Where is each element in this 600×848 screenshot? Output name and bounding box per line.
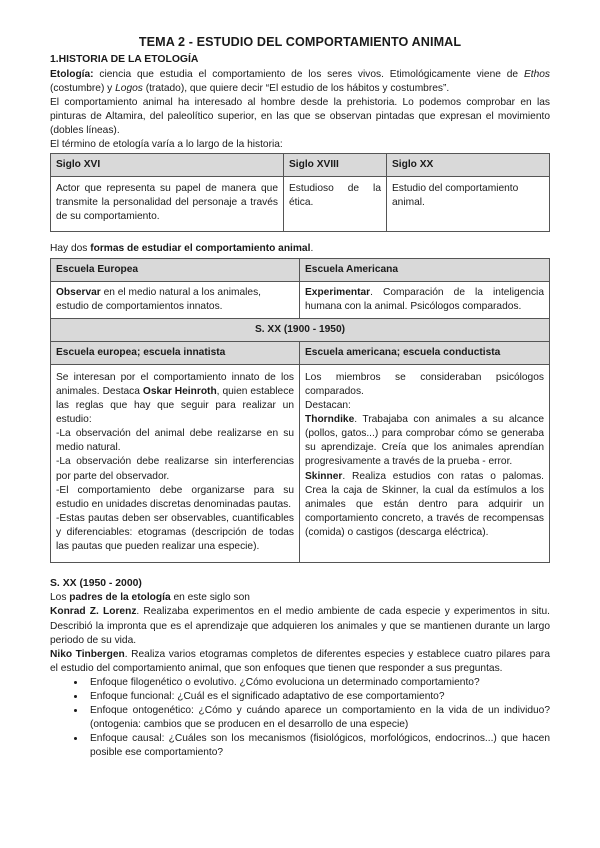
table-cell: Observar en el medio natural a los animales, estudio de comportamientos innatos. — [51, 281, 300, 318]
table-cell: Actor que representa su papel de manera que transmite la personalidad del personaje a través de su comportamiento. — [51, 177, 284, 231]
list-item: • Enfoque filogenético o evolutivo. ¿Cómo evoluciona un determinado comportamiento? — [86, 676, 550, 690]
european-school-cell: Se interesan por el comportamiento innato de los animales. Destaca Oskar Heinroth, quien establece las reglas que hay que seguir para realizar un estudio: -La observación del animal debe realizarse en su medio natural. -La observación debe realizarse sin interferencias por parte del observador. -El comportamiento debe organizarse para su estudio en unidades discretas denominadas pautas. -Estas pautas deben ser observables, cuantificables y diferenciables: etogramas (descripción de todas las pautas que pueden realizar una especie). — [51, 364, 300, 562]
table-header-cell: Escuela europea; escuela innatista — [51, 341, 300, 364]
schools-table — [50, 258, 550, 563]
table-cell: Estudio del comportamiento animal. — [387, 177, 550, 231]
document-page — [50, 34, 550, 760]
approaches-list — [50, 676, 550, 760]
term-variation-paragraph: El término de etología varía a lo largo de la historia: — [50, 139, 283, 151]
list-item: • Enfoque funcional: ¿Cuál es el significado adaptativo de ese comportamiento? — [86, 690, 550, 704]
section-heading-history: 1.HISTORIA DE LA ETOLOGÍA — [50, 54, 199, 66]
tinbergen-paragraph: Niko Tinbergen. Realiza varios etogramas completos de diferentes especies y establece cuatro pilares para el estudio del comportamiento animal, que son enfoques que tienen que responder a sus preguntas. — [50, 648, 550, 674]
section-heading-1950: S. XX (1950 - 2000) — [50, 578, 142, 589]
centuries-table — [50, 153, 550, 231]
table-header-cell: Siglo XVI — [51, 154, 284, 177]
definition-paragraph: Etología: ciencia que estudia el comportamiento de los seres vivos. Etimológicamente viene de Ethos (costumbre) y Logos (tratado), que quiere decir “El estudio de los hábitos y costumbres”. — [50, 68, 550, 94]
lorenz-paragraph: Konrad Z. Lorenz. Realizaba experimentos en el medio ambiente de cada especie y experimentos in situ. Describió la impronta que es el aprendizaje que adquieren los animales y que se mantienen durante un largo periodo de su vida. — [50, 606, 551, 646]
list-item: • Enfoque causal: ¿Cuáles son los mecanismos (fisiológicos, morfológicos, endocrinos...) que hacen posible ese comportamiento? — [86, 732, 550, 760]
prehistory-paragraph: El comportamiento animal ha interesado al hombre desde la prehistoria. Lo podemos comprobar en las pinturas de Altamira, del paleolítico superior, en las que se observan pintadas que expresan el movimiento (dobles líneas). — [50, 96, 550, 137]
ways-paragraph: Hay dos formas de estudiar el comportamiento animal. — [50, 242, 314, 254]
table-cell: Experimentar. Comparación de la inteligencia humana con la animal. Psicólogos comparados. — [300, 281, 550, 318]
table-cell: Estudioso de la ética. — [284, 177, 387, 231]
table-header-cell: Siglo XVIII — [284, 154, 387, 177]
table-header-cell: Escuela Europea — [51, 258, 300, 281]
page-title: TEMA 2 - ESTUDIO DEL COMPORTAMIENTO ANIMAL — [138, 35, 462, 49]
definition-term: Etología: — [50, 68, 94, 80]
table-header-cell: Escuela americana; escuela conductista — [300, 341, 550, 364]
american-school-cell: Los miembros se consideraban psicólogos comparados. Destacan: Thorndike. Trabajaba con animales a su alcance (pollos, gatos...) para comprobar cómo se generaba su aprendizaje. Creía que los animales aprendían progresivamente a través de la prueba - error. Skinner. Realiza estudios con ratas o palomas. Crea la caja de Skinner, la cual da estímulos a los animales que están dentro para adquirir un comportamiento concreto, a través de recompensas (comida) o castigos (descarga eléctrica). — [300, 364, 550, 562]
list-item: • Enfoque ontogenético: ¿Cómo y cuándo aparece un comportamiento en la vida de un individuo? (ontogenia: cambios que se producen en el desarrollo de una especie) — [86, 704, 550, 732]
period-header: S. XX (1900 - 1950) — [51, 318, 550, 341]
fathers-paragraph: Los padres de la etología en este siglo son — [50, 592, 250, 604]
table-header-cell: Siglo XX — [387, 154, 550, 177]
table-header-cell: Escuela Americana — [300, 258, 550, 281]
